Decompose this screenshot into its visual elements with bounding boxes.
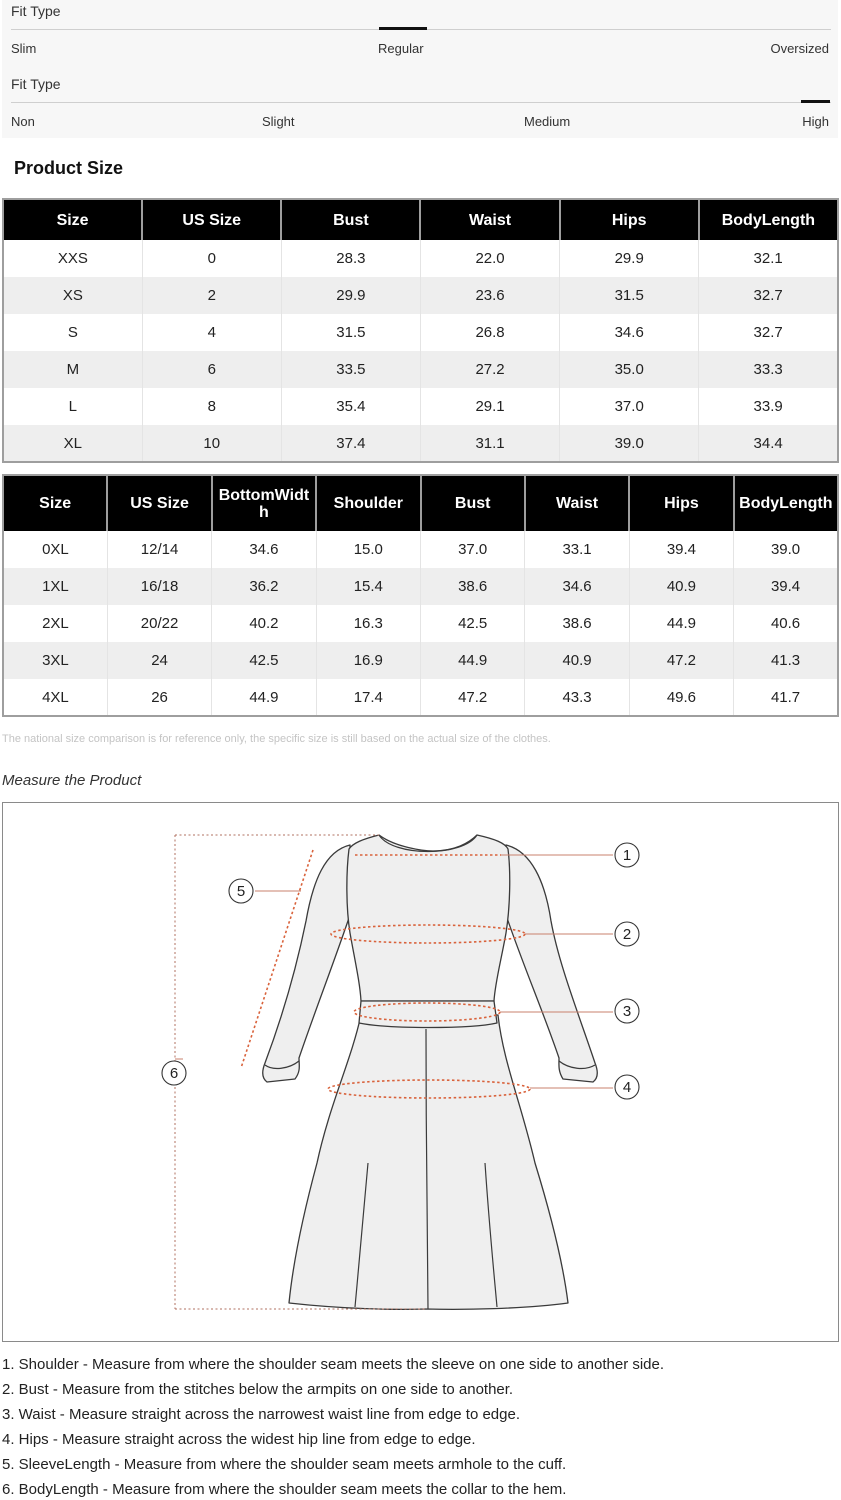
header-shoulder: Shoulder [316,475,420,531]
cell-us-size: 10 [142,425,281,462]
cell-body-length: 39.4 [734,568,838,605]
cell-body-length: 40.6 [734,605,838,642]
cell-size: XXS [57,250,88,267]
fit-type-title: Fit Type [11,3,61,19]
cell-shoulder: 16.3 [316,605,420,642]
cell-bust: 31.5 [281,314,420,351]
header-bust: Bust [421,475,525,531]
right-sleeve-shape [506,845,597,1082]
cell-waist: 40.9 [525,642,629,679]
fit-option-high: High [802,114,829,129]
header-hips: Hips [560,199,699,240]
header-bottom-width: BottomWidth [212,475,316,531]
cell-body-length: 33.9 [699,388,838,425]
cell-bust: 42.5 [421,605,525,642]
cell-waist: 43.3 [525,679,629,716]
cell-body-length: 41.3 [734,642,838,679]
fit-option-slight: Slight [262,114,295,129]
table-row [3,679,838,716]
measure-title: Measure the Product [2,772,142,789]
cell-size: XS [3,277,142,314]
left-sleeve-shape [263,845,350,1082]
table-row [3,425,838,462]
cell-body-length: 32.7 [699,314,838,351]
cell-us-size: 4 [142,314,281,351]
table-header-row [3,199,838,240]
cell-us-size: 26 [107,679,211,716]
cell-bottom-width: 34.6 [212,531,316,568]
instruction-bust: 2. Bust - Measure from the stitches below the armpits on one side to another. [2,1381,514,1398]
measure-diagram [2,802,839,1342]
cell-hips: 44.9 [629,605,733,642]
marker-2: 2 [622,926,632,943]
instruction-sleeve-length: 5. SleeveLength - Measure from where the shoulder seam meets armhole to the cuff. [2,1456,567,1473]
cell-hips: 40.9 [629,568,733,605]
cell-hips: 47.2 [629,642,733,679]
fit-option-non: Non [11,114,35,129]
cell-waist: 31.1 [420,425,559,462]
header-hips: Hips [629,475,733,531]
fit-type-selected-marker-2 [801,100,830,103]
cell-waist: 22.0 [420,240,559,277]
cell-body-length: 41.7 [734,679,838,716]
header-size: Size [3,475,107,531]
cell-bust: 38.6 [421,568,525,605]
cell-size: 0XL [42,541,69,558]
cell-bottom-width: 36.2 [212,568,316,605]
table-row [3,351,838,388]
cell-hips: 35.0 [560,351,699,388]
cell-body-length: 32.7 [699,277,838,314]
cell-size: S [67,324,78,341]
cell-us-size: 24 [107,642,211,679]
cell-bust: 47.2 [421,679,525,716]
cell-waist: 34.6 [525,568,629,605]
cell-waist: 23.6 [420,277,559,314]
size-table-plus [2,474,839,717]
bodice-shape [347,835,510,1001]
table-row [3,531,838,568]
cell-waist: 26.8 [420,314,559,351]
cell-size: 4XL [42,688,69,706]
size-reference-note: The national size comparison is for reference only, the specific size is still based on the actual size of the clothes. [2,733,551,745]
instruction-shoulder: 1. Shoulder - Measure from where the shoulder seam meets the sleeve on one side to another side. [2,1356,665,1373]
marker-3: 3 [622,1003,632,1020]
instruction-hips: 4. Hips - Measure straight across the widest hip line from edge to edge. [2,1431,476,1448]
cell-bust: 37.4 [281,425,420,462]
fit-option-oversized: Oversized [770,41,829,56]
header-bust: Bust [281,199,420,240]
skirt-shape [289,1015,568,1309]
fit-option-regular: Regular [378,41,424,56]
measure-instructions [2,1356,839,1500]
cell-bust: 44.9 [421,642,525,679]
fit-option-slim: Slim [11,41,37,56]
product-size-title: Product Size [14,158,124,178]
cell-us-size: 20/22 [107,605,211,642]
cell-hips: 31.5 [560,277,699,314]
cell-us-size: 12/14 [107,531,211,568]
cell-waist: 33.1 [525,531,629,568]
cell-waist: 38.6 [525,605,629,642]
table-row [3,240,838,277]
cell-waist: 27.2 [420,351,559,388]
header-waist: Waist [420,199,559,240]
cell-size: 1XL [3,568,107,605]
fit-type-selected-marker [379,27,427,30]
cell-us-size: 8 [142,388,281,425]
header-us-size: US Size [107,475,211,531]
cell-bust: 35.4 [281,388,420,425]
cell-shoulder: 16.9 [316,642,420,679]
table-header-row [3,475,838,531]
cell-bottom-width: 40.2 [212,605,316,642]
cell-shoulder: 17.4 [316,679,420,716]
cell-hips: 39.0 [560,425,699,462]
cell-hips: 49.6 [629,679,733,716]
instruction-body-length: 6. BodyLength - Measure from where the shoulder seam meets the collar to the hem. [2,1481,567,1498]
header-body-length: BodyLength [699,199,838,240]
cell-body-length: 33.3 [699,351,838,388]
fit-type-title-2: Fit Type [11,76,61,92]
cell-hips: 37.0 [560,388,699,425]
cell-size: L [68,398,77,415]
size-table-standard [2,198,839,463]
fit-type-scale-2 [11,102,831,103]
cell-size: XL [3,425,142,462]
cell-bust: 28.3 [281,240,420,277]
cell-hips: 39.4 [629,531,733,568]
marker-4: 4 [622,1079,632,1096]
cell-bust: 33.5 [281,351,420,388]
header-body-length: BodyLength [734,475,838,531]
cell-bottom-width: 44.9 [212,679,316,716]
marker-1: 1 [622,847,632,864]
cell-us-size: 0 [142,240,281,277]
marker-6: 6 [169,1065,179,1082]
cell-us-size: 2 [142,277,281,314]
table-row [3,568,838,605]
cell-hips: 34.6 [560,314,699,351]
cell-shoulder: 15.4 [316,568,420,605]
cell-body-length: 39.0 [734,531,838,568]
cell-waist: 29.1 [420,388,559,425]
marker-5: 5 [236,883,246,900]
fit-option-medium: Medium [524,114,571,129]
cell-size: 3XL [3,642,107,679]
cell-size: M [3,351,142,388]
cell-size: 2XL [42,615,69,632]
table-row [3,277,838,314]
cell-body-length: 34.4 [699,425,838,462]
cell-hips: 29.9 [560,240,699,277]
header-waist: Waist [525,475,629,531]
cell-us-size: 16/18 [107,568,211,605]
instruction-waist: 3. Waist - Measure straight across the narrowest waist line from edge to edge. [2,1406,521,1423]
table-row [3,314,838,351]
cell-bust: 37.0 [421,531,525,568]
dress-diagram-svg [3,803,838,1341]
header-us-size: US Size [142,199,281,240]
fit-type-panel [2,0,838,138]
cell-bust: 29.9 [281,277,420,314]
cell-body-length: 32.1 [699,240,838,277]
cell-shoulder: 15.0 [316,531,420,568]
header-size: Size [3,199,142,240]
cell-us-size: 6 [142,351,281,388]
table-row [3,605,838,642]
table-row [3,388,838,425]
cell-bottom-width: 42.5 [212,642,316,679]
table-row [3,642,838,679]
